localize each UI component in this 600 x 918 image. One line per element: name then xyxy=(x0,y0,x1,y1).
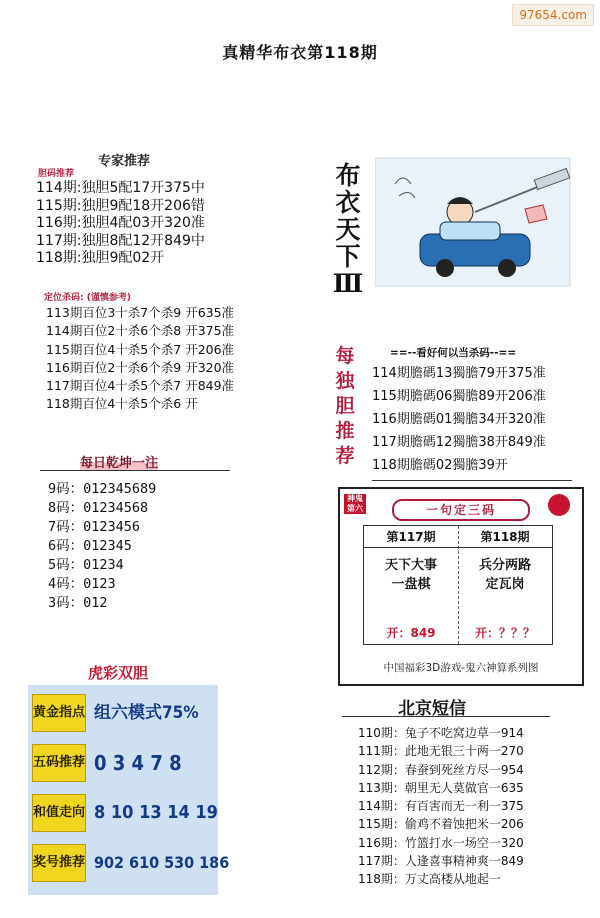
tiger-label: 五码推荐 xyxy=(32,744,86,782)
tiger-row xyxy=(28,791,218,833)
cartoon-illustration xyxy=(375,154,575,289)
three-codes-table xyxy=(363,525,553,645)
daily-heading: 每日乾坤一注 xyxy=(80,452,158,471)
beijing-divider xyxy=(342,716,550,717)
period-label: 第117期 xyxy=(364,528,458,548)
dudan-row: 116期膽碼01獨膽34开320准 xyxy=(372,412,546,427)
tiger-panel xyxy=(28,685,230,895)
beijing-row: 114期：有百害而无一利一375 xyxy=(358,799,524,814)
expert-row: 114期:独胆5配17开375中 xyxy=(36,180,205,196)
buyi-title-char: 下 xyxy=(335,242,361,271)
dudan-row: 117期膽碼12獨膽38开849准 xyxy=(372,435,546,450)
tiger-value: 902 610 530 186 xyxy=(94,853,230,872)
dudan-row: 115期膽碼06獨膽89开206准 xyxy=(372,389,546,404)
buyi-title-char: 布 xyxy=(335,161,361,190)
position-row: 117期百位4十杀5个杀7 开849准 xyxy=(46,378,235,394)
page-title: 真精华布衣第118期 xyxy=(222,43,378,62)
dudan-heading: ==--看好何以当杀码--== xyxy=(390,347,517,359)
verse-117 xyxy=(364,556,458,594)
tiger-row xyxy=(28,741,218,783)
expert-row: 115期:独胆9配18开206错 xyxy=(36,197,205,214)
dudan-row: 114期膽碼13獨膽79开375准 xyxy=(372,366,546,381)
verse-line: 一盘棋 xyxy=(391,577,431,592)
site-watermark: 97654.com xyxy=(512,4,594,26)
beijing-row: 110期：兔子不吃窝边草一914 xyxy=(358,726,524,740)
beijing-row: 116期：竹篮打水一场空一320 xyxy=(358,835,524,850)
dudan-vertical-title xyxy=(332,344,358,469)
buyi-vertical-title xyxy=(330,162,366,297)
dudan-title-char: 胆 xyxy=(335,395,355,417)
daily-row: 6码：012345 xyxy=(48,538,132,554)
expert-row: 118期:独胆9配02开 xyxy=(36,250,165,266)
dudan-divider xyxy=(372,480,572,481)
daily-row: 8码：01234568 xyxy=(48,500,149,516)
position-list xyxy=(46,304,234,414)
beijing-row: 118期：万丈高楼从地起一 xyxy=(358,872,501,887)
daily-row: 3码：012 xyxy=(48,595,108,611)
daily-divider xyxy=(40,470,230,471)
expert-row: 116期:独胆4配03开320准 xyxy=(36,215,205,231)
seal-icon xyxy=(548,494,570,516)
verse-line: 天下大事 xyxy=(384,558,437,573)
expert-list xyxy=(36,180,205,268)
beijing-row: 115期：偷鸡不着蚀把米一206 xyxy=(358,817,524,832)
position-row: 118期百位4十杀5个杀6 开 xyxy=(46,396,198,412)
period-118 xyxy=(458,526,552,644)
tiger-label: 和值走向 xyxy=(32,794,86,832)
three-codes-head: 一句定三码 xyxy=(392,499,530,521)
beijing-row: 112期：春蚕到死丝方尽一954 xyxy=(358,762,524,777)
beijing-heading: 北京短信 xyxy=(398,699,466,719)
daily-row: 5码：01234 xyxy=(48,557,124,573)
daily-row: 4码：0123 xyxy=(48,576,116,592)
position-row: 116期百位2十杀6个杀9 开320准 xyxy=(46,359,235,375)
dudan-title-char: 推 xyxy=(335,420,355,442)
expert-heading: 专家推荐 xyxy=(98,154,151,169)
buyi-title-char: 衣 xyxy=(335,188,361,217)
tiger-value: 8 10 13 14 19 xyxy=(94,802,218,823)
tiger-value: 0 3 4 7 8 xyxy=(94,751,182,775)
daily-row: 9码：012345689 xyxy=(48,481,157,497)
beijing-row: 111期：此地无银三十两一270 xyxy=(358,744,524,759)
position-row: 113期百位3十杀7个杀9 开635准 xyxy=(46,305,235,320)
dudan-title-char: 荐 xyxy=(335,445,355,467)
open-117: 开：849 xyxy=(386,626,436,640)
verse-line: 定瓦岗 xyxy=(485,577,525,592)
dudan-title-char: 独 xyxy=(335,370,355,392)
badge-label: 神鬼第六 xyxy=(344,494,366,514)
expert-tag: 胆码推荐 xyxy=(38,169,75,179)
three-codes-footer: 中国福彩3D游戏-鬼六神算系列图 xyxy=(383,662,539,674)
position-row: 114期百位2十杀6个杀8 开375准 xyxy=(46,323,235,339)
beijing-row: 117期：人逢喜事精神爽一849 xyxy=(358,854,524,869)
position-row: 115期百位4十杀5个杀7 开206准 xyxy=(46,341,235,357)
beijing-list xyxy=(358,724,524,889)
daily-list xyxy=(48,480,156,613)
period-117 xyxy=(364,526,459,644)
open-118: 开：？？？ xyxy=(474,626,535,640)
daily-row: 7码：0123456 xyxy=(48,519,141,535)
expert-row: 117期:独胆8配12开849中 xyxy=(36,232,205,249)
tiger-heading: 虎彩双胆 xyxy=(88,664,149,682)
tiger-label: 黄金指点 xyxy=(32,694,86,732)
buyi-title-char: 天 xyxy=(335,215,361,244)
dudan-title-char: 每 xyxy=(335,345,355,367)
dudan-row: 118期膽碼02獨膽39开 xyxy=(372,458,508,473)
verse-118 xyxy=(458,556,552,594)
tiger-label: 奖号推荐 xyxy=(32,844,86,882)
dudan-list xyxy=(372,362,546,477)
period-label: 第118期 xyxy=(458,528,552,548)
buyi-title-char: Ⅲ xyxy=(332,269,364,298)
beijing-row: 113期：朝里无人莫做官一635 xyxy=(358,780,524,795)
tiger-row xyxy=(28,691,218,733)
tiger-value: 组六模式75% xyxy=(94,703,199,723)
tiger-row xyxy=(28,841,230,883)
position-tag: 定位杀码: (谨慎参考) xyxy=(44,293,131,303)
verse-line: 兵分两路 xyxy=(478,558,531,573)
